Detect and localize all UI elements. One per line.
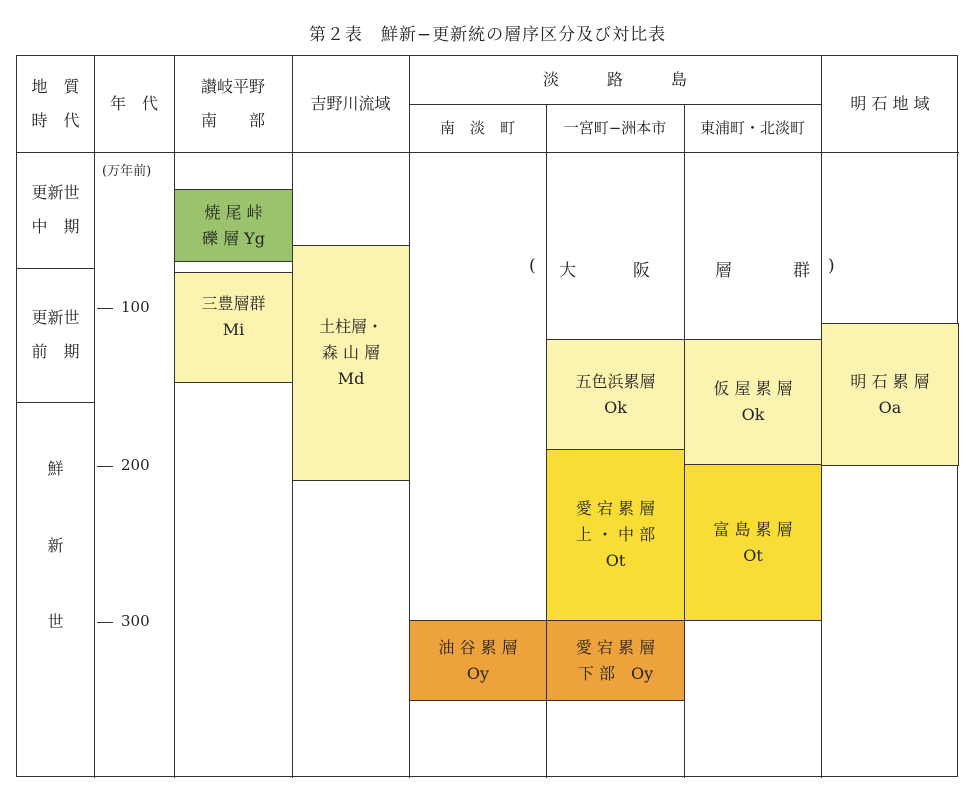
header-akashi-area bbox=[821, 56, 959, 152]
unit-tomishima bbox=[684, 464, 822, 621]
unit-label: 土柱層・ bbox=[318, 317, 383, 336]
unit-label: 仮 屋 累 層 bbox=[713, 379, 793, 398]
unit-label: Ok bbox=[741, 405, 765, 424]
header-label: 地 質 bbox=[31, 77, 80, 96]
age-tick bbox=[97, 308, 113, 309]
era-pliocene-3 bbox=[17, 605, 94, 639]
unit-label: Oa bbox=[878, 397, 902, 417]
unit-dochu-moriyama bbox=[292, 245, 410, 481]
header-label: 明 石 地 域 bbox=[850, 94, 930, 113]
unit-label: Oy bbox=[466, 663, 490, 683]
age-tick-label: 100 bbox=[121, 298, 150, 316]
unit-label: 三豊層群 bbox=[201, 294, 266, 313]
header-minami-dan bbox=[409, 104, 546, 152]
osaka-group-char: 阪 bbox=[633, 261, 650, 281]
unit-kariya bbox=[684, 339, 822, 465]
osaka-group-open-paren: ( bbox=[529, 256, 536, 276]
unit-label: Ot bbox=[605, 551, 626, 570]
era-label: 前 期 bbox=[31, 342, 80, 361]
header-label: 南 淡 町 bbox=[439, 119, 515, 137]
era-label: 世 bbox=[47, 612, 64, 631]
era-label: 鮮 bbox=[47, 459, 64, 478]
column-divider bbox=[94, 56, 95, 778]
unit-label: Ok bbox=[604, 397, 627, 417]
header-label: 讃岐平野 bbox=[200, 77, 265, 96]
header-sanuki-plain bbox=[174, 56, 292, 152]
unit-label: 礫 層 Yg bbox=[202, 228, 265, 248]
column-divider bbox=[409, 56, 410, 778]
unit-label: 愛 宕 累 層 bbox=[575, 499, 656, 518]
age-unit-label: (万年前) bbox=[102, 164, 152, 179]
osaka-group-char: 層 bbox=[715, 261, 732, 281]
age-tick-label: 200 bbox=[121, 456, 150, 474]
header-higashiura-hokudan bbox=[684, 104, 821, 152]
header-label: 淡 路 島 bbox=[542, 70, 687, 89]
era-label: 更新世 bbox=[31, 308, 80, 327]
osaka-group-char: 大 bbox=[559, 261, 576, 281]
unit-label: Md bbox=[337, 369, 365, 388]
age-tick bbox=[97, 466, 113, 467]
column-divider bbox=[546, 104, 547, 778]
column-divider bbox=[684, 104, 685, 778]
header-bottom-line bbox=[17, 152, 959, 153]
unit-label: 油 谷 累 層 bbox=[438, 637, 518, 657]
header-awaji-island bbox=[409, 56, 821, 104]
correlation-table bbox=[16, 55, 958, 777]
osaka-group-close-paren: ) bbox=[828, 256, 835, 276]
column-divider bbox=[174, 56, 175, 778]
era-label: 中 期 bbox=[31, 217, 80, 236]
header-ichinomiya-sumoto bbox=[546, 104, 684, 152]
unit-label: Mi bbox=[222, 320, 245, 339]
era-pliocene-1 bbox=[17, 452, 94, 486]
unit-yakio-toge-gravel bbox=[174, 189, 293, 262]
era-pleistocene-middle bbox=[17, 152, 94, 268]
unit-label: 下 部 Oy bbox=[577, 663, 654, 683]
unit-atago-lower bbox=[546, 620, 685, 701]
unit-label: 森 山 層 bbox=[321, 343, 381, 362]
table-title: 第２表 鮮新−更新統の層序区分及び対比表 bbox=[308, 25, 667, 45]
unit-label: Ot bbox=[743, 545, 763, 565]
unit-akashi bbox=[821, 323, 959, 466]
age-tick-label: 300 bbox=[121, 612, 150, 630]
header-label: 年 代 bbox=[109, 94, 158, 113]
header-label: 一宮町−洲本市 bbox=[563, 119, 667, 137]
era-label: 更新世 bbox=[31, 183, 80, 202]
header-age bbox=[94, 56, 174, 152]
column-divider bbox=[821, 56, 822, 778]
header-label: 南 部 bbox=[200, 111, 265, 130]
unit-label: 焼 尾 峠 bbox=[204, 202, 263, 222]
unit-label: 上 ・ 中 部 bbox=[575, 525, 656, 544]
unit-label: 富 島 累 層 bbox=[713, 519, 793, 539]
era-label: 新 bbox=[47, 536, 64, 555]
header-label: 時 代 bbox=[31, 111, 80, 130]
era-divider bbox=[17, 402, 94, 403]
osaka-group-char: 群 bbox=[793, 261, 810, 281]
unit-label: 愛 宕 累 層 bbox=[575, 637, 656, 657]
unit-goshikihama bbox=[546, 339, 685, 450]
osaka-group-base bbox=[546, 339, 822, 340]
age-tick bbox=[97, 622, 113, 623]
unit-mitoyo-group bbox=[174, 272, 293, 383]
unit-yutani bbox=[409, 620, 547, 701]
header-label: 吉野川流域 bbox=[310, 94, 391, 113]
column-divider bbox=[292, 56, 293, 778]
era-pleistocene-early bbox=[17, 268, 94, 402]
unit-label: 五色浜累層 bbox=[575, 371, 656, 391]
unit-label: 明 石 累 層 bbox=[850, 371, 930, 391]
header-label: 東浦町・北淡町 bbox=[699, 119, 805, 137]
header-geologic-period bbox=[17, 56, 94, 152]
header-yoshino-river bbox=[292, 56, 409, 152]
era-pliocene-2 bbox=[17, 529, 94, 563]
unit-atago-upper-middle bbox=[546, 449, 685, 621]
